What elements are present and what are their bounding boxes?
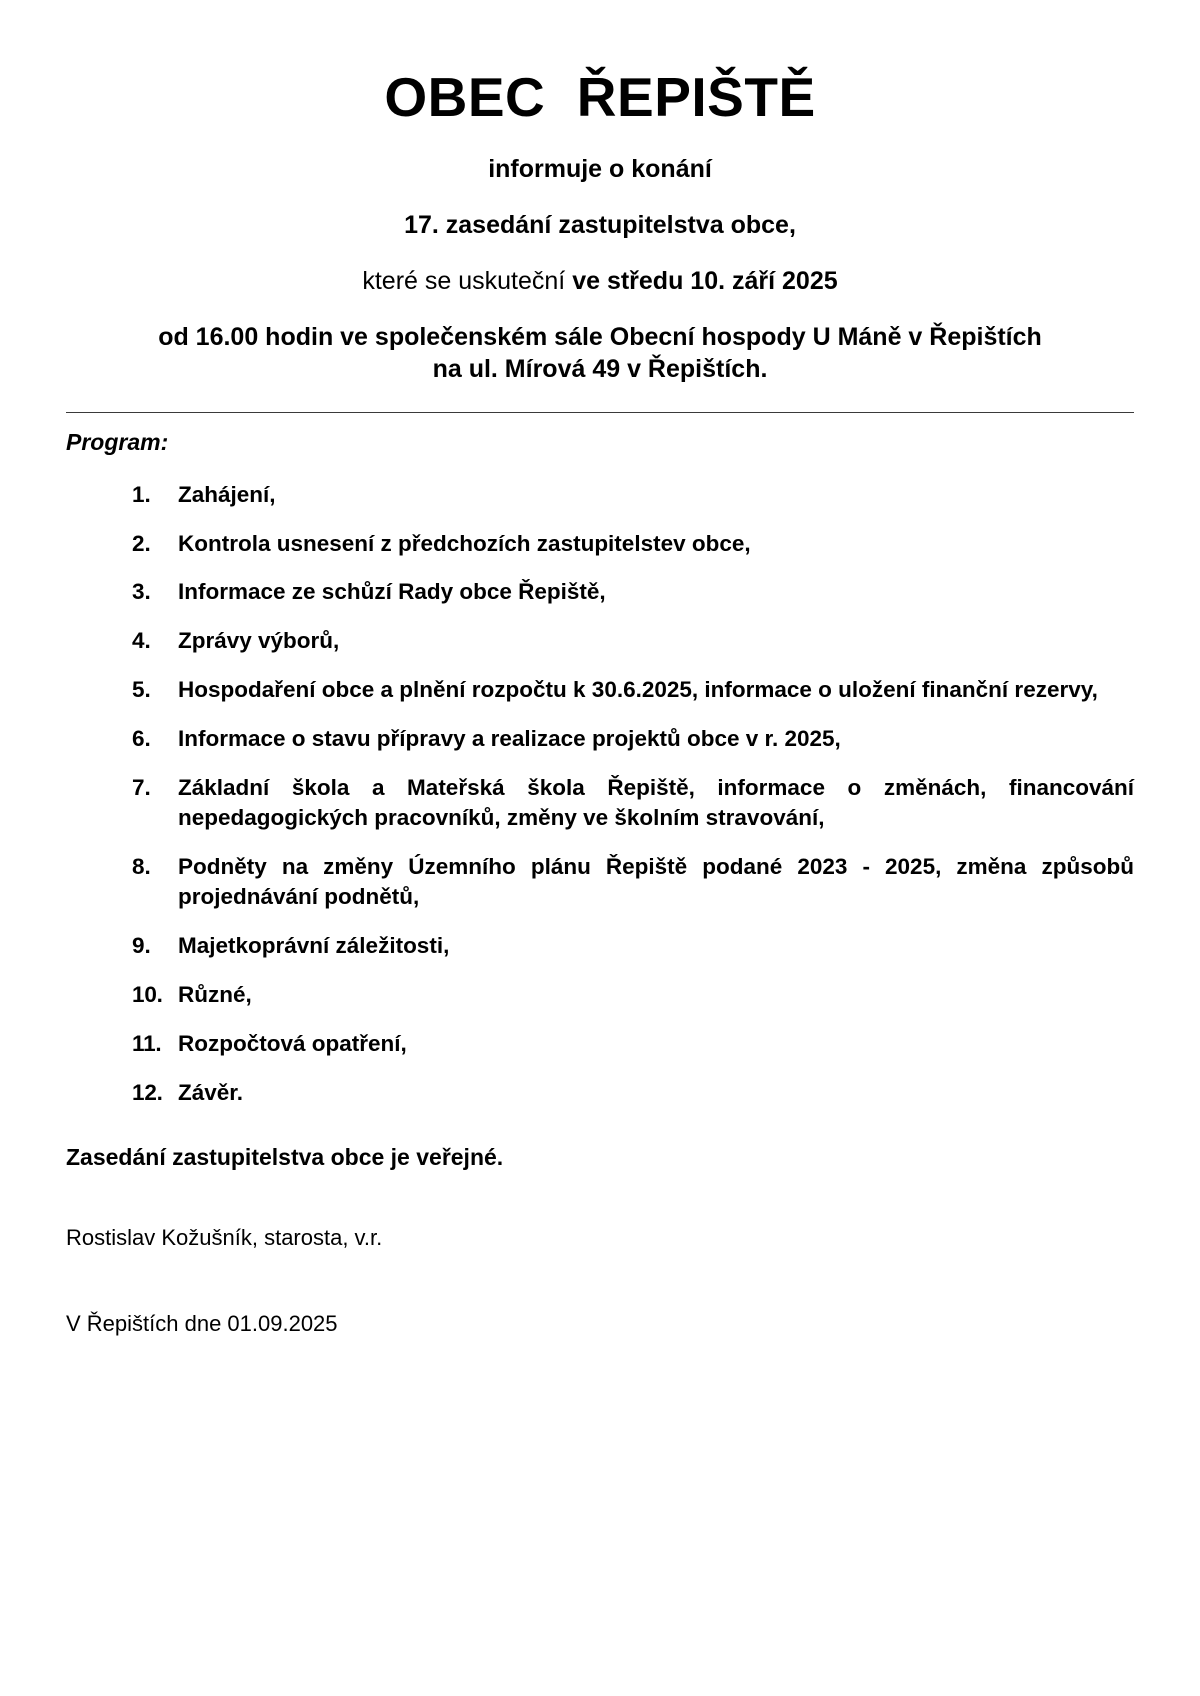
program-item-text: Majetkoprávní záležitosti,	[178, 932, 450, 958]
program-item	[66, 852, 1134, 912]
subtitle-informuje: informuje o konání	[488, 155, 712, 184]
program-item	[66, 480, 1134, 510]
program-item-number: 8.	[132, 854, 151, 880]
program-item-text: Zprávy výborů,	[178, 628, 340, 654]
program-item-number: 4.	[132, 628, 151, 654]
program-item-number: 5.	[132, 677, 151, 703]
program-item	[66, 529, 1134, 559]
program-item-number: 11.	[132, 1030, 162, 1056]
when-prefix: které se uskuteční	[362, 266, 573, 295]
subtitle-where	[66, 321, 1134, 386]
program-item-text: Hospodaření obce a plnění rozpočtu k 30.6.2025, informace o uložení finanční rezervy,	[178, 677, 1098, 703]
signature-line: Rostislav Kožušník, starosta, v.r.	[66, 1224, 383, 1250]
program-item	[66, 577, 1134, 607]
program-item	[66, 1029, 1134, 1059]
when-date: ve středu 10. září 2025	[572, 266, 838, 295]
program-item-text: Závěr.	[178, 1079, 244, 1105]
program-heading: Program:	[66, 428, 169, 455]
subtitle-session: 17. zasedání zastupitelstva obce,	[404, 211, 796, 240]
program-item	[66, 626, 1134, 656]
program-item-number: 7.	[132, 775, 151, 801]
where-line-1: od 16.00 hodin ve společenském sále Obecní hospody U Máně v Řepištích	[158, 322, 1042, 351]
program-item-text: Kontrola usnesení z předchozích zastupitelstev obce,	[178, 530, 751, 556]
public-notice: Zasedání zastupitelstva obce je veřejné.	[66, 1143, 504, 1170]
program-item	[66, 931, 1134, 961]
program-item	[66, 1078, 1134, 1108]
where-line-2: na ul. Mírová 49 v Řepištích.	[432, 355, 768, 384]
program-item	[66, 773, 1134, 833]
program-item-text: Informace ze schůzí Rady obce Řepiště,	[178, 579, 606, 605]
program-item-text: Různé,	[178, 981, 252, 1007]
subtitle-when	[66, 265, 1134, 299]
program-item-text: Základní škola a Mateřská škola Řepiště, informace o změnách, financování nepedagogických pracovníků, změny ve školním stravování,	[178, 775, 1134, 831]
program-item-number: 2.	[132, 530, 151, 556]
program-list	[66, 480, 1134, 1108]
program-item-text: Rozpočtová opatření,	[178, 1030, 407, 1056]
program-item	[66, 724, 1134, 754]
program-item-number: 1.	[132, 481, 151, 507]
header-divider	[66, 412, 1134, 413]
program-item	[66, 675, 1134, 705]
place-and-date: V Řepištích dne 01.09.2025	[66, 1310, 338, 1336]
program-item-text: Informace o stavu přípravy a realizace projektů obce v r. 2025,	[178, 726, 841, 752]
program-item-number: 9.	[132, 932, 151, 958]
program-item-number: 6.	[132, 726, 151, 752]
program-item-text: Zahájení,	[178, 481, 276, 507]
program-item	[66, 980, 1134, 1010]
program-item-number: 3.	[132, 579, 151, 605]
program-item-text: Podněty na změny Územního plánu Řepiště podané 2023 - 2025, změna způsobů projednávání podnětů,	[178, 854, 1134, 909]
page-title: OBEC ŘEPIŠTĚ	[384, 66, 816, 128]
program-item-number: 12.	[132, 1079, 163, 1105]
program-item-number: 10.	[132, 981, 163, 1007]
